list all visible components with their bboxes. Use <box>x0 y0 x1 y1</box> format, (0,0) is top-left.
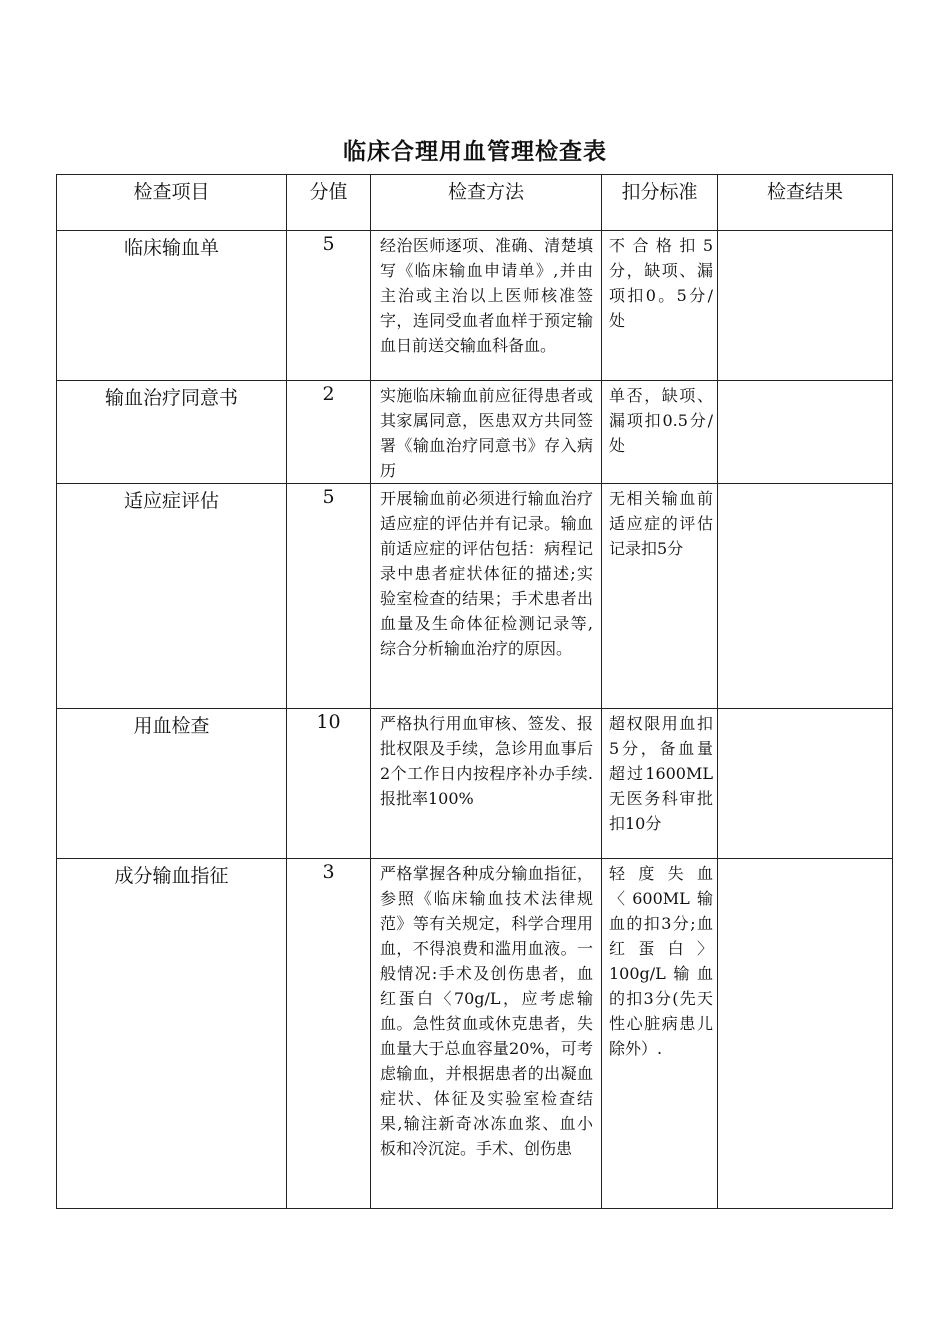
item-cell: 成分输血指征 <box>57 859 287 1209</box>
table-row <box>57 709 893 859</box>
table-header-row <box>57 175 893 231</box>
header-result: 检查结果 <box>718 175 893 231</box>
header-score: 分值 <box>287 175 371 231</box>
method-cell: 经治医师逐项、准确、清楚填写《临床输血申请单》,并由主治或主治以上医师核准签字，连同受血者血样于预定输血日前送交输血科备血。 <box>371 231 602 381</box>
table-row <box>57 484 893 709</box>
item-cell: 输血治疗同意书 <box>57 381 287 484</box>
inspection-table <box>56 174 893 1209</box>
result-cell <box>718 231 893 381</box>
method-cell: 实施临床输血前应征得患者或其家属同意，医患双方共同签署《输血治疗同意书》存入病历 <box>371 381 602 484</box>
method-cell: 严格掌握各种成分输血指征，参照《临床输血技术法律规范》等有关规定，科学合理用血，不得浪费和滥用血液。一般情况:手术及创伤患者，血红蛋白〈70g/L，应考虑输血。急性贫血或休克患者，失血量大于总血容量20%，可考虑输血，并根据患者的出凝血症状、体征及实验室检查结果,输注新奇冰冻血浆、血小板和冷沉淀。手术、创伤患 <box>371 859 602 1209</box>
score-cell: 3 <box>287 859 371 1209</box>
score-cell: 5 <box>287 231 371 381</box>
item-cell: 临床输血单 <box>57 231 287 381</box>
table-row <box>57 381 893 484</box>
result-cell <box>718 859 893 1209</box>
score-cell: 10 <box>287 709 371 859</box>
method-cell: 开展输血前必须进行输血治疗适应症的评估并有记录。输血前适应症的评估包括：病程记录中患者症状体征的描述;实验室检查的结果；手术患者出血量及生命体征检测记录等,综合分析输血治疗的原因。 <box>371 484 602 709</box>
table-row <box>57 859 893 1209</box>
deduct-cell: 不合格扣5分，缺项、漏项扣0。5分/处 <box>602 231 718 381</box>
score-cell: 5 <box>287 484 371 709</box>
item-cell: 用血检查 <box>57 709 287 859</box>
deduct-cell: 轻度失血〈600ML输血的扣3分;血红蛋白〉100g/L输血的扣3分(先天性心脏病患儿除外）. <box>602 859 718 1209</box>
score-cell: 2 <box>287 381 371 484</box>
result-cell <box>718 484 893 709</box>
result-cell <box>718 381 893 484</box>
method-cell: 严格执行用血审核、签发、报批权限及手续，急诊用血事后2个工作日内按程序补办手续.报批率100% <box>371 709 602 859</box>
header-method: 检查方法 <box>371 175 602 231</box>
deduct-cell: 单否，缺项、漏项扣0.5分/处 <box>602 381 718 484</box>
deduct-cell: 超权限用血扣5分，备血量超过1600ML无医务科审批扣10分 <box>602 709 718 859</box>
page-title: 临床合理用血管理检查表 <box>343 138 607 165</box>
deduct-cell: 无相关输血前适应症的评估记录扣5分 <box>602 484 718 709</box>
header-item: 检查项目 <box>57 175 287 231</box>
header-deduct: 扣分标准 <box>602 175 718 231</box>
table-row <box>57 231 893 381</box>
item-cell: 适应症评估 <box>57 484 287 709</box>
result-cell <box>718 709 893 859</box>
